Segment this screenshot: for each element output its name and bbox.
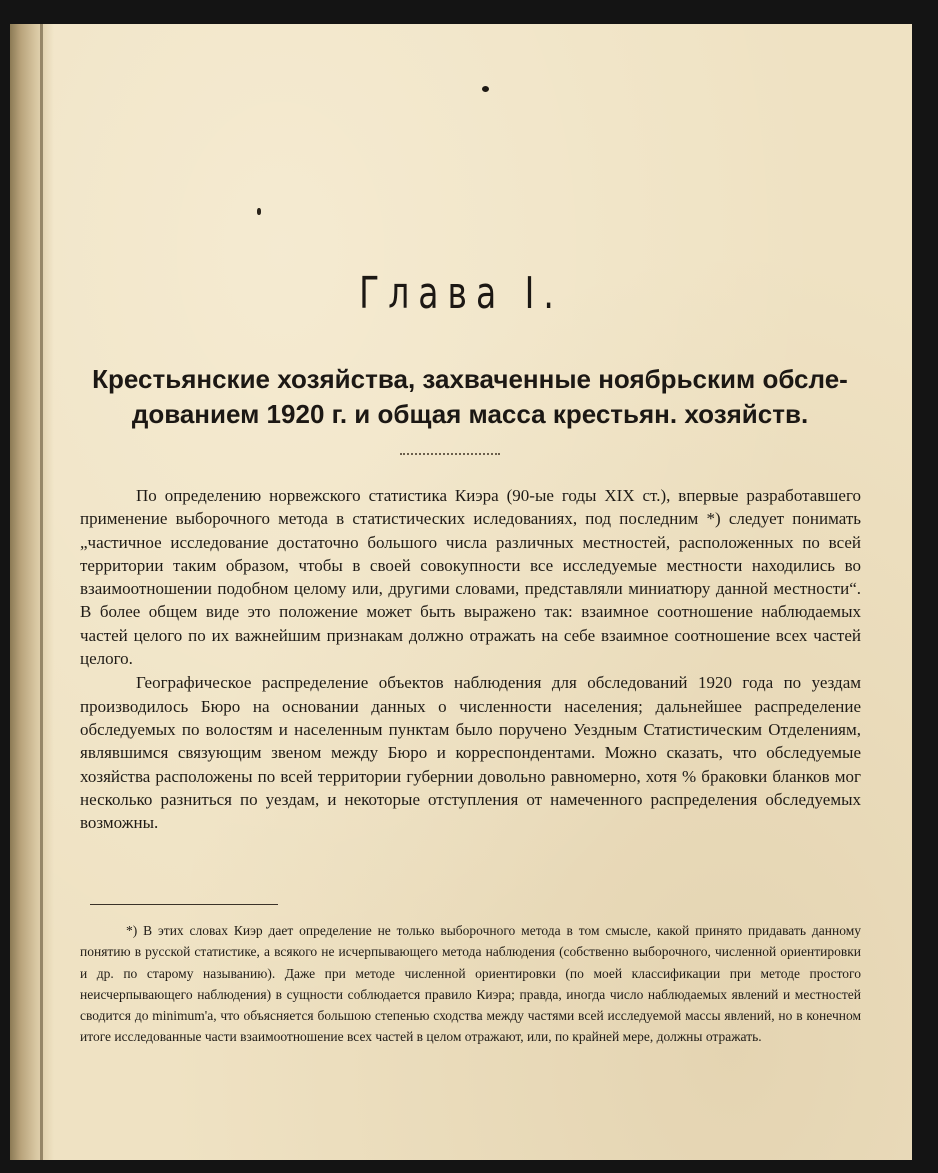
heading-line-1: Крестьянские хозяйства, захваченные ноябрьским обсле- [92,364,848,394]
section-heading [70,362,870,432]
footnote-rule [90,904,278,905]
dotted-separator [400,453,500,457]
footnote: *) В этих словах Киэр дает определение не только выборочного метода в том смысле, какой принято придавать данному понятию в русской статистике, а всякого не исчерпывающего метода наблюдения (собственно выборочного, численной ориентировки и др. по старому называнию). Даже при методе численной ориентировки (по моей классификации при методе простого неисчерпывающего наблюдения) в сущности соблюдается правило Киэра; правда, иногда число наблюдаемых явлений и местностей сводится до minimum'a, что объясняется большою степенью сходства между частями всей исследуемой массы явлений, но в конечном итоге исследованные части взаимоотношение всех частей в целом отражают, или, по крайней мере, должны отражать. [80,923,861,1045]
chapter-title: Глава I. [359,268,563,319]
heading-line-2: дованием 1920 г. и общая масса крестьян. хозяйств. [131,399,809,429]
paragraph-definition: По определению норвежского статистика Киэра (90-ые годы XIX ст.), впервые разработавшего применение выборочного метода в статистических иследованиях, под последним *) следует понимать „частичное исследование достаточно большого числа различных местностей, расположенных по всей территории таким образом, чтобы в своей совокупности все исследуемые местности находились во взаимоотношении подобном целому или, другими словами, представляли миниатюру данной местности“. В более общем виде это положение может быть выражено так: взаимное соотношение наблюдаемых частей целого по их важнейшим признакам должно отражать на себе взаимное соотношение всех частей целого. [80,486,861,669]
body-text [80,484,861,834]
page-content [10,24,912,1160]
paragraph-distribution: Географическое распределение объектов наблюдения для обследований 1920 года по уездам производилось Бюро на основании данных о численности населения; дальнейшее распределение обследуемых по волостям и населенным пунктам было поручено Уездным Статистическим Отделениям, являвшимся связующим звеном между Бюро и корреспондентами. Можно сказать, что обследуемые хозяйства расположены по всей территории губернии довольно равномерно, хотя % браковки бланков мог несколько разниться по уездам, и некоторые отступления от намеченного распределения обследуемых возможны. [80,673,861,833]
document-page [10,24,912,1160]
